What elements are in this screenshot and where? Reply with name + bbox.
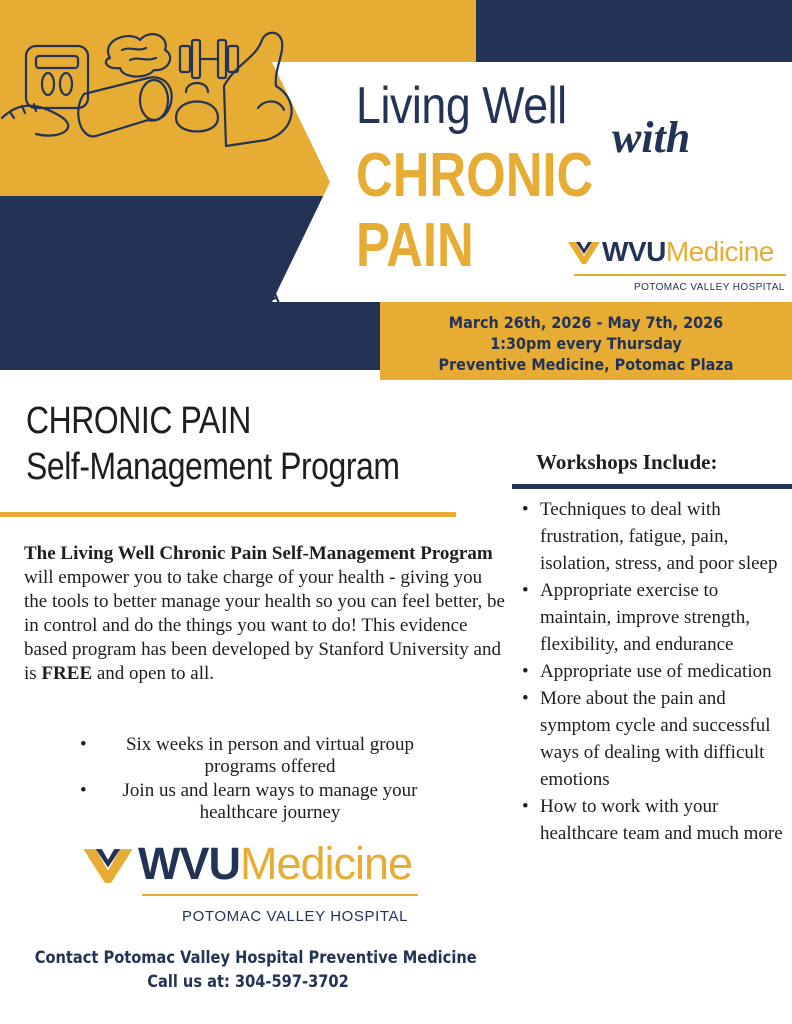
list-item: • Appropriate use of medication — [522, 661, 772, 682]
title-pain: PAIN — [356, 211, 474, 280]
header-logo-rule — [574, 274, 786, 276]
header-logo — [568, 236, 786, 298]
program-description: The Living Well Chronic Pain Self-Management Program will empower you to take charge of your health - giving you the tools to better manage your health so you can feel better, be in control and do the things you want to do! This evidence based program has been developed by Stanford University and is FREE and open to all. — [24, 543, 505, 684]
date-range: March 26th, 2026 - May 7th, 2026 — [448, 313, 724, 332]
event-dates — [380, 312, 792, 375]
title-chronic: CHRONIC — [356, 141, 594, 210]
workshops-title: Workshops Include: — [536, 450, 718, 474]
time: 1:30pm every Thursday — [490, 334, 682, 353]
header-banner — [0, 0, 792, 380]
footer-logo-rule — [142, 894, 418, 896]
phone-line: Call us at: 304-597-3702 — [147, 972, 349, 992]
list-item: • Join us and learn ways to manage your healthcare journey — [80, 780, 418, 823]
footer-logo — [82, 838, 422, 928]
location: Preventive Medicine, Potomac Plaza — [438, 355, 734, 374]
free-bold: FREE — [41, 663, 93, 684]
title-living-well: Living Well — [356, 77, 567, 135]
contact-line: Contact Potomac Valley Hospital Preventive Medicine — [34, 948, 477, 968]
navy-divider — [512, 484, 792, 489]
workshops-list — [522, 496, 784, 847]
header-logo-brand: WVUMedicine — [602, 236, 774, 267]
footer-logo-brand: WVUMedicine — [138, 838, 413, 889]
program-title: CHRONIC PAIN Self-Management Program — [26, 400, 400, 488]
list-item: • How to work with your healthcare team and much more — [522, 796, 783, 844]
list-item: • More about the pain and symptom cycle and successful ways of dealing with difficult emotions — [522, 688, 771, 790]
intro-bold: The Living Well Chronic Pain Self-Management Program — [24, 543, 493, 564]
footer-logo-subtitle: POTOMAC VALLEY HOSPITAL — [182, 908, 409, 925]
wvu-logo-icon — [568, 240, 600, 266]
contact-info — [0, 946, 496, 994]
title-with: with — [612, 113, 691, 162]
gold-divider — [0, 512, 456, 517]
list-item: • Six weeks in person and virtual group programs offered — [80, 734, 415, 777]
list-item: • Techniques to deal with frustration, fatigue, pain, isolation, stress, and poor sleep — [522, 499, 778, 574]
header-logo-subtitle: POTOMAC VALLEY HOSPITAL — [634, 282, 785, 293]
program-bullets — [80, 734, 440, 826]
wvu-logo-icon — [82, 846, 134, 886]
list-item: • Appropriate exercise to maintain, improve strength, flexibility, and endurance — [522, 580, 751, 655]
